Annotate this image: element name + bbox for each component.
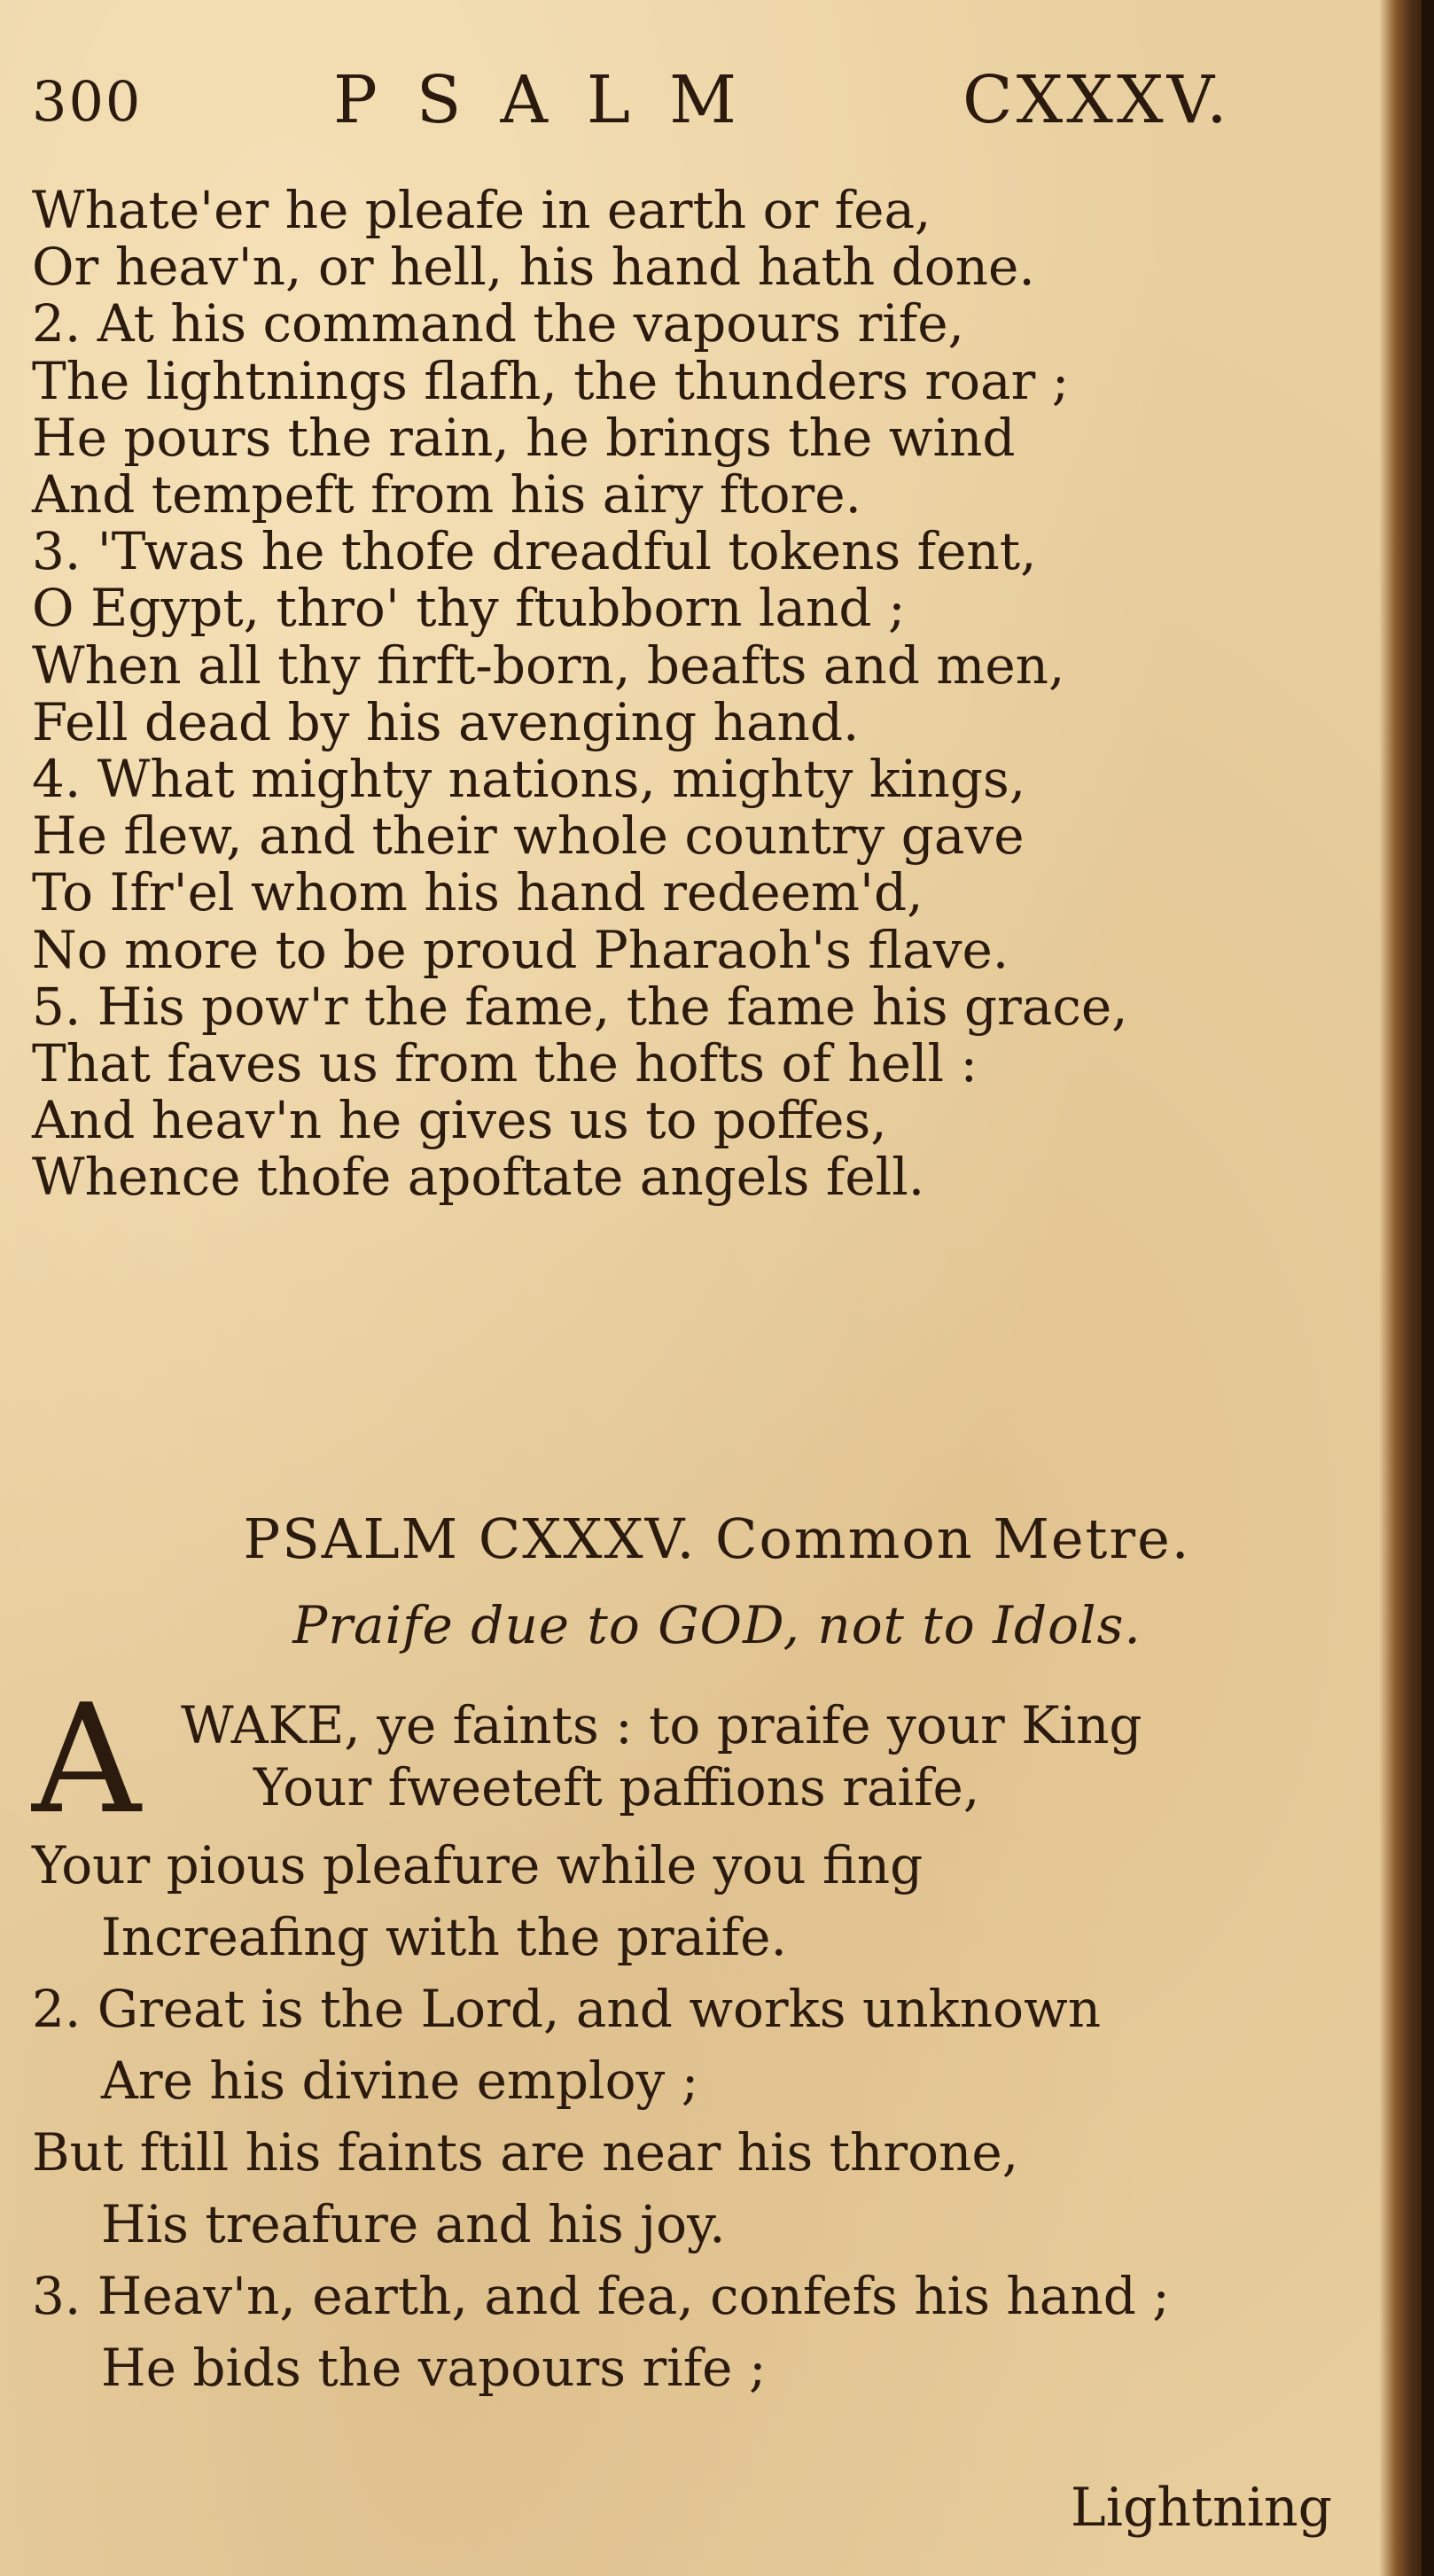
verse-line: Whence thofe apoftate angels fell. [32,1147,925,1208]
verse-line: O Egypt, thro' thy ftubborn land ; [32,578,906,639]
verse-line: 4. What mighty nations, mighty kings, [32,749,1026,810]
running-head [32,62,1326,142]
verse-line: But ftill his faints are near his throne, [32,2122,1019,2183]
verse-line: He bids the vapours rife ; [101,2338,767,2398]
verse-line: That faves us from the hofts of hell : [32,1033,978,1094]
verse-line: Your pious pleafure while you fing [32,1835,924,1895]
verse-line: He flew, and their whole country gave [32,805,1025,867]
verse-line: When all thy firft-born, beafts and men, [32,634,1065,696]
running-head-title: PSALM [333,62,775,138]
verse-line: Are his divine employ ; [101,2051,699,2111]
verse-line: To Ifr'el whom his hand redeem'd, [32,862,924,923]
verse-line: 2. Great is the Lord, and works unknown [32,1979,1102,2039]
verse-line: And heav'n he gives us to poffes, [32,1090,887,1151]
verse-line: He pours the rain, he brings the wind [32,407,1016,468]
verse-line: His treafure and his joy. [101,2194,726,2254]
verse-line: 3. Heav'n, earth, and fea, confefs his hand ; [32,2266,1170,2326]
drop-cap: A [32,1672,141,1848]
verse-block-2 [32,1672,1361,2404]
verse-line: Whate'er he pleafe in earth or fea, [32,180,931,240]
psalm-subtitle: Praife due to GOD, not to Idols. [292,1595,1142,1655]
page-number: 300 [32,69,143,134]
verse-line: Fell dead by his avenging hand. [32,691,860,752]
verse-line: 2. At his command the vapours rife, [32,293,964,354]
psalm-heading: PSALM CXXXV. Common Metre. [243,1506,1191,1571]
verse-line: And tempeft from his airy ftore. [32,464,861,525]
verse-line: 5. His pow'r the fame, the fame his grace, [32,976,1128,1037]
verse-line: No more to be proud Pharaoh's flave. [32,919,1009,980]
verse-line: Increafing with the praife. [101,1907,787,1967]
running-head-numeral: CXXXV. [962,62,1231,138]
verse-line: The lightnings flafh, the thunders roar ; [32,350,1070,411]
verse-line: WAKE, ye faints : to praife your King [181,1695,1142,1755]
verse-lines [32,1830,1361,2404]
verse-block-1 [32,182,1361,1206]
verse-line: Your fweeteft paffions raife, [253,1757,980,1817]
catchword: Lightning [1070,2477,1332,2539]
opening-lines [32,1672,1361,1848]
verse-line: Or heav'n, or hell, his hand hath done. [32,237,1035,298]
binding-edge [1422,0,1434,2576]
verse-line: 3. 'Twas he thofe dreadful tokens fent, [32,521,1037,582]
